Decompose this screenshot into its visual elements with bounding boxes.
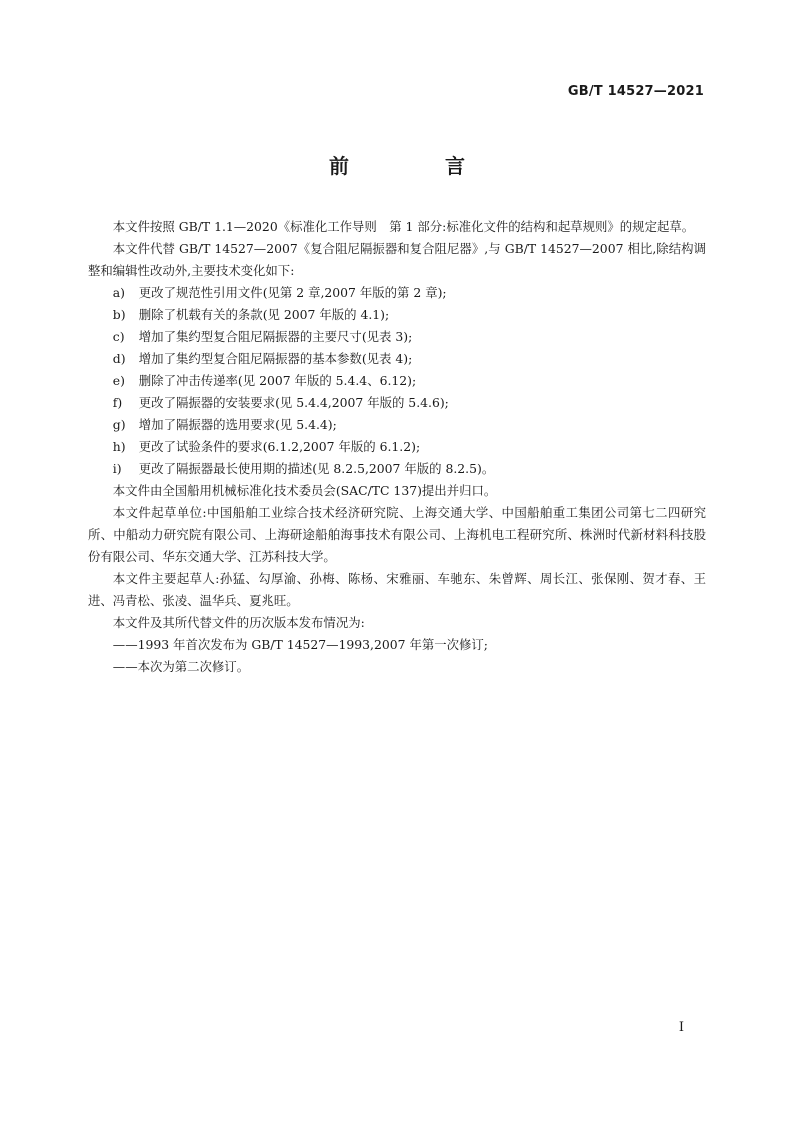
list-marker: h) (112, 439, 126, 454)
list-item-text: 更改了规范性引用文件(见第 2 章,2007 年版的第 2 章); (138, 285, 447, 300)
list-marker: d) (112, 351, 126, 366)
standard-number: GB/T 14527—2021 (567, 84, 704, 99)
list-marker: i) (112, 461, 122, 476)
list-item-text: 更改了隔振器的安装要求(见 5.4.4,2007 年版的 5.4.6); (138, 395, 449, 410)
list-item-text: 增加了集约型复合阻尼隔振器的主要尺寸(见表 3); (138, 329, 413, 344)
list-item-change-a (88, 282, 706, 304)
list-item-change-h (88, 436, 706, 458)
paragraph-drafting-units: 本文件起草单位:中国船舶工业综合技术经济研究院、上海交通大学、中国船舶重工集团公司第七二四研究所、中船动力研究院有限公司、上海研途船舶海事技术有限公司、上海机电工程研究所、株洲时代新材料科技股份有限公司、华东交通大学、江苏科技大学。 (88, 505, 706, 564)
list-item-change-i (88, 458, 706, 480)
list-item-change-e (88, 370, 706, 392)
list-item-text: 删除了机载有关的条款(见 2007 年版的 4.1); (138, 307, 390, 322)
paragraph-history-intro: 本文件及其所代替文件的历次版本发布情况为: (112, 615, 365, 630)
paragraph-committee: 本文件由全国船用机械标准化技术委员会(SAC/TC 137)提出并归口。 (112, 483, 497, 498)
list-item-text: 增加了隔振器的选用要求(见 5.4.4); (138, 417, 337, 432)
list-item-change-c (88, 326, 706, 348)
page-number: I (678, 1020, 684, 1035)
list-marker: e) (112, 373, 125, 388)
list-item-text: 删除了冲击传递率(见 2007 年版的 5.4.4、6.12); (138, 373, 417, 388)
list-item-change-g (88, 414, 706, 436)
list-marker: a) (112, 285, 126, 300)
list-marker: f) (112, 395, 123, 410)
list-marker: c) (112, 329, 125, 344)
list-item-text: 增加了集约型复合阻尼隔振器的基本参数(见表 4); (138, 351, 413, 366)
paragraph-drafters: 本文件主要起草人:孙猛、勾厚渝、孙梅、陈杨、宋雅丽、车驰东、朱曾辉、周长江、张保刚、贺才春、王进、冯青松、张凌、温华兵、夏兆旺。 (88, 571, 706, 608)
list-item-change-b (88, 304, 706, 326)
foreword-body (88, 216, 706, 678)
list-item-change-f (88, 392, 706, 414)
paragraph-drafting-rules: 本文件按照 GB/T 1.1—2020《标准化工作导则 第 1 部分:标准化文件的结构和起草规则》的规定起草。 (112, 219, 695, 234)
list-item-change-d (88, 348, 706, 370)
list-marker: g) (112, 417, 126, 432)
paragraph-replacement: 本文件代替 GB/T 14527—2007《复合阻尼隔振器和复合阻尼器》,与 GB/T 14527—2007 相比,除结构调整和编辑性改动外,主要技术变化如下: (88, 241, 706, 278)
list-marker: b) (112, 307, 126, 322)
page-title: 前 言 (329, 154, 503, 178)
history-item-first: ——1993 年首次发布为 GB/T 14527—1993,2007 年第一次修订; (112, 637, 488, 652)
list-item-text: 更改了隔振器最长使用期的描述(见 8.2.5,2007 年版的 8.2.5)。 (138, 461, 495, 476)
history-item-current: ——本次为第二次修订。 (112, 659, 250, 674)
list-item-text: 更改了试验条件的要求(6.1.2,2007 年版的 6.1.2); (138, 439, 421, 454)
